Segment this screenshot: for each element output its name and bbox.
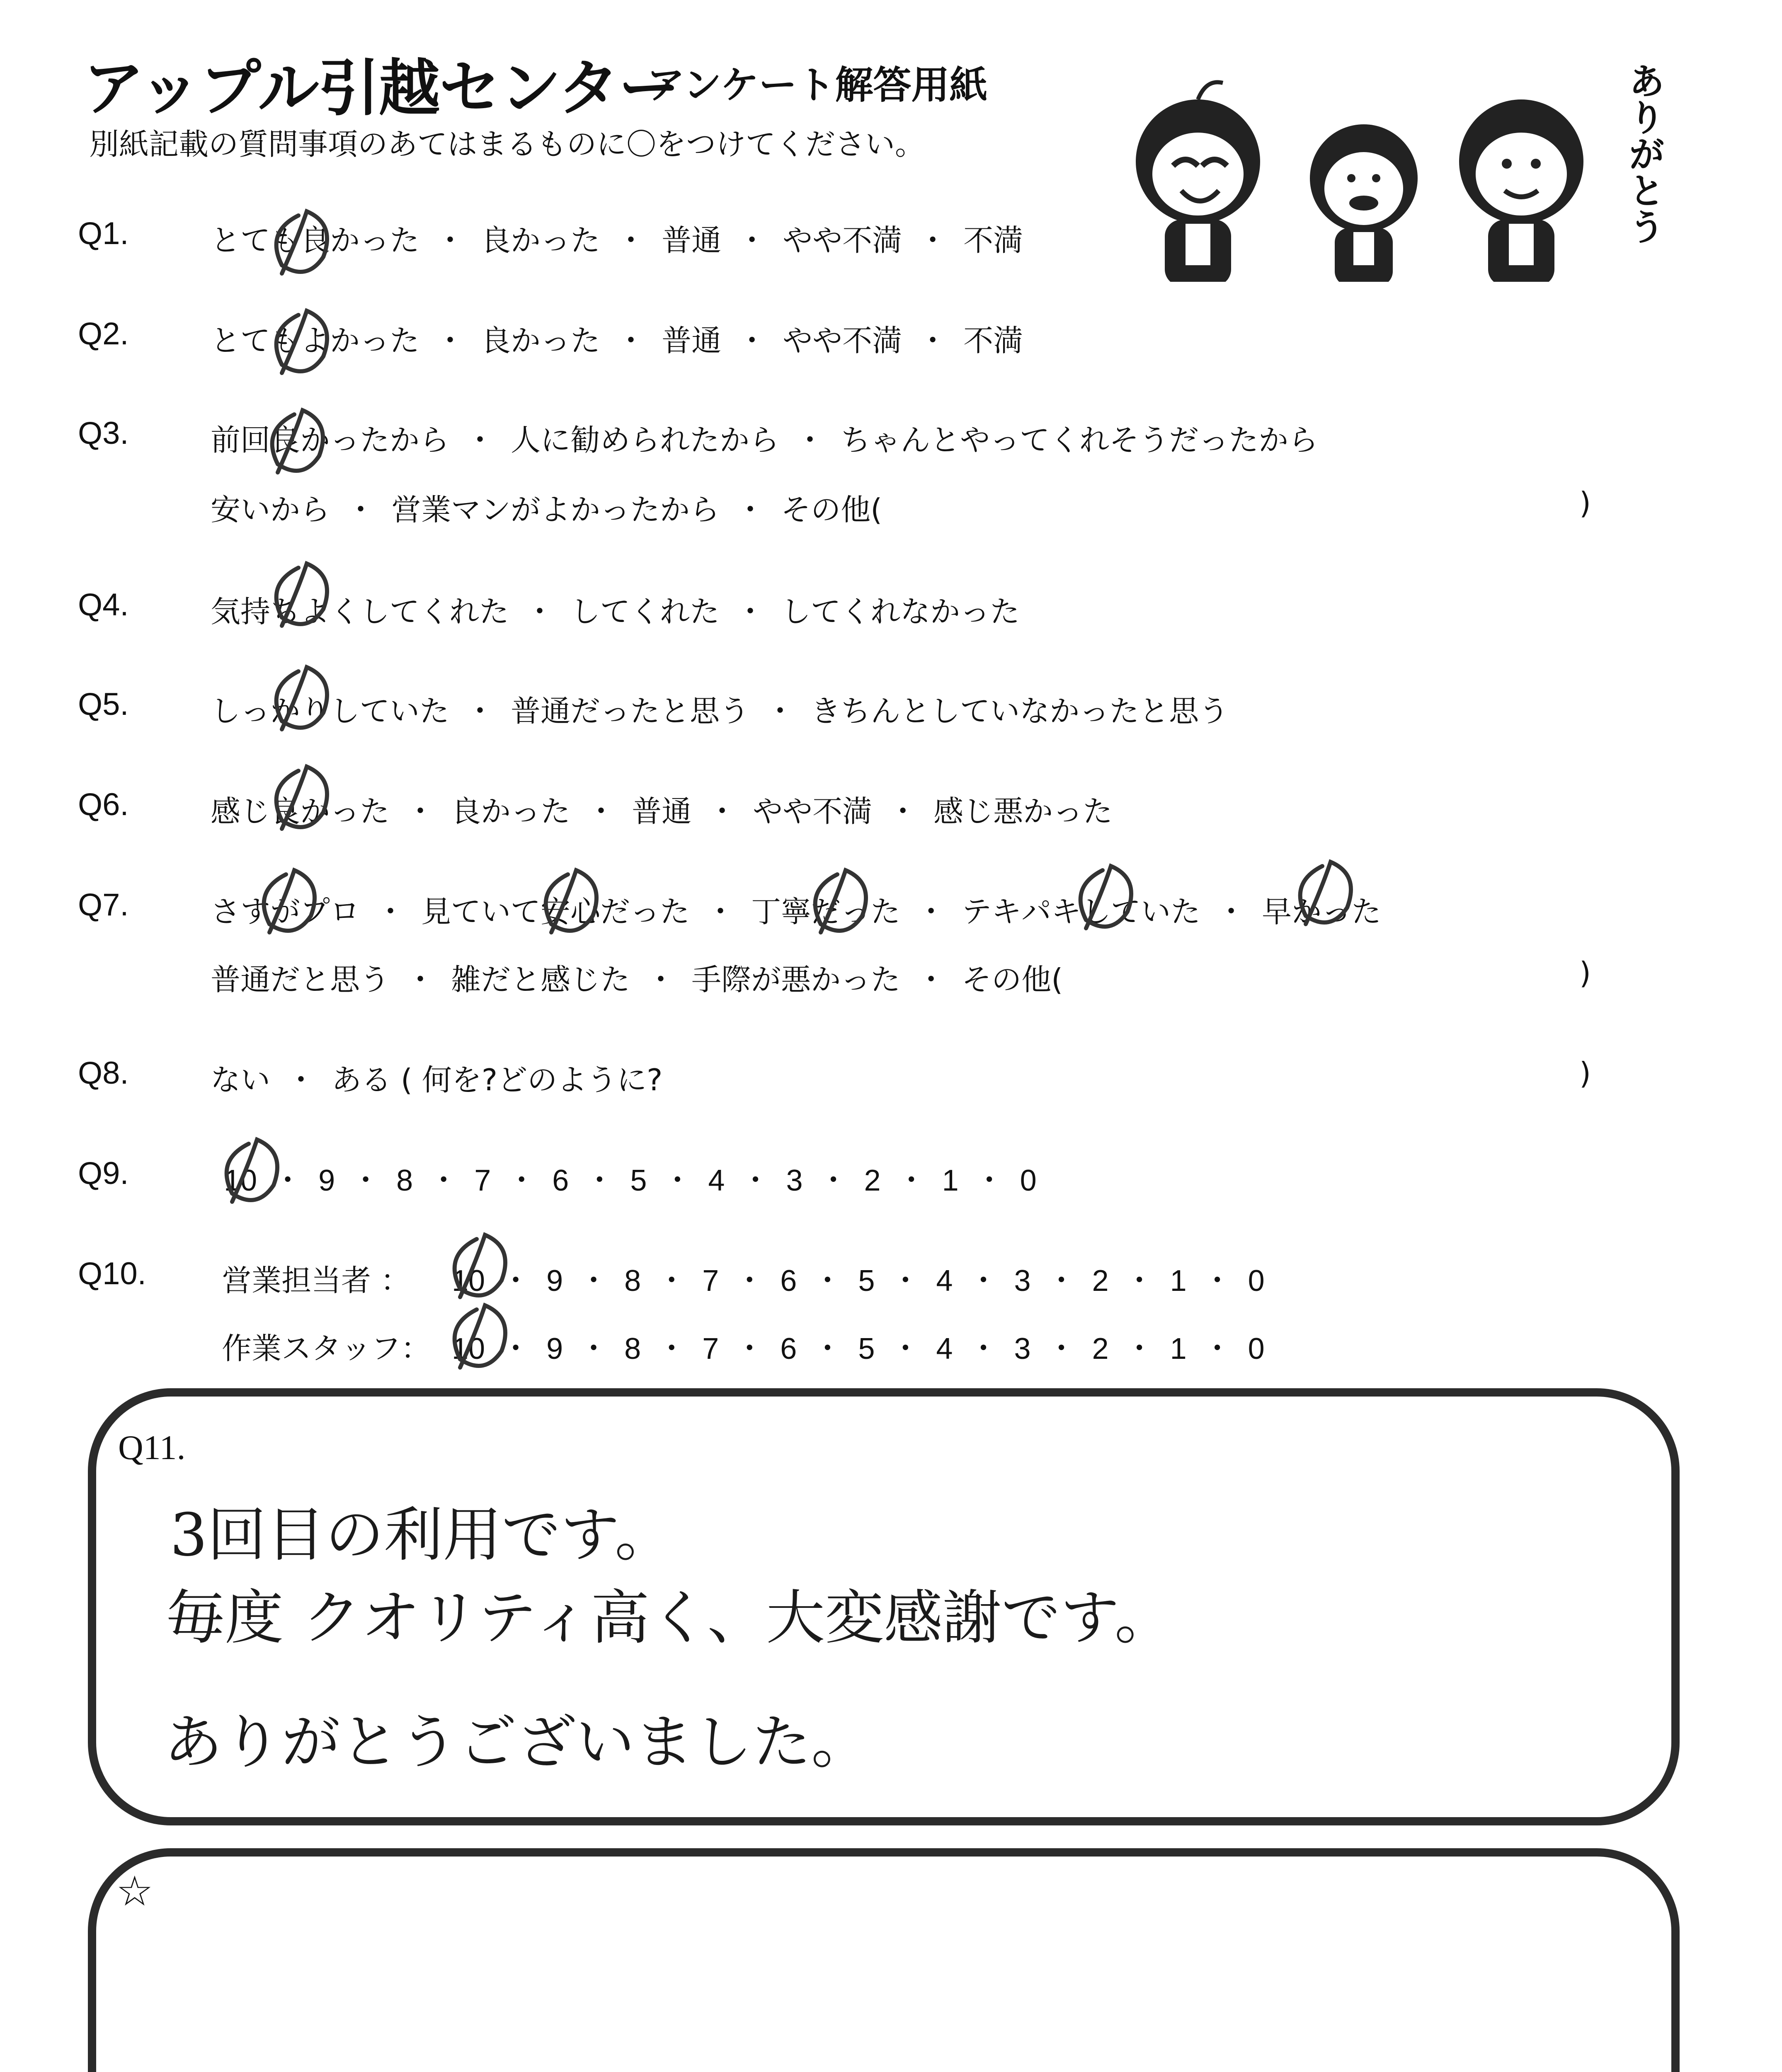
scale-value[interactable]: 10 bbox=[452, 1332, 485, 1365]
option[interactable]: 人に勧められたから bbox=[511, 423, 780, 457]
q11-comment-line: 3回目の利用です。 bbox=[170, 1501, 674, 1569]
option[interactable]: 普通 bbox=[662, 323, 722, 358]
option[interactable]: とてもよかった bbox=[211, 323, 420, 358]
option[interactable]: やや不満 bbox=[783, 223, 902, 258]
scale-value[interactable]: 0 bbox=[1248, 1264, 1265, 1297]
option[interactable]: 不満 bbox=[963, 323, 1023, 358]
circle-mark bbox=[276, 211, 327, 274]
scale-value[interactable]: 6 bbox=[780, 1332, 797, 1365]
scale-value[interactable]: 0 bbox=[1020, 1164, 1037, 1197]
scale-value[interactable]: 10 bbox=[452, 1264, 485, 1297]
option[interactable]: その他( bbox=[781, 492, 883, 527]
scale-value[interactable]: 3 bbox=[1014, 1332, 1031, 1365]
circle-mark bbox=[276, 767, 327, 829]
q3-options-line1: 前回良かったから ・ 人に勧められたから ・ ちゃんとやってくれそうだったから bbox=[211, 423, 1319, 457]
option[interactable]: 普通だと思う bbox=[211, 962, 390, 997]
q11-comment-line: 毎度 クオリティ高く、大変感謝です。 bbox=[166, 1584, 1173, 1652]
circle-mark bbox=[276, 667, 327, 729]
scale-value[interactable]: 7 bbox=[702, 1332, 719, 1365]
option[interactable]: ある ( 何を?どのように? bbox=[332, 1063, 663, 1097]
circle-mark bbox=[815, 870, 866, 932]
option[interactable]: 普通だったと思う bbox=[511, 694, 750, 729]
option[interactable]: やや不満 bbox=[783, 323, 902, 358]
option[interactable]: しっかりしていた bbox=[211, 694, 450, 729]
scale-value[interactable]: 2 bbox=[1092, 1332, 1109, 1365]
scale-value[interactable]: 8 bbox=[624, 1264, 641, 1297]
option[interactable]: 営業マンがよかったから bbox=[391, 492, 720, 527]
q2-options: とてもよかった ・ 良かった ・ 普通 ・ やや不満 ・ 不満 bbox=[211, 323, 1023, 358]
q10-sales-label: 営業担当者 ： bbox=[222, 1263, 410, 1298]
option[interactable]: 丁寧だった bbox=[751, 894, 901, 929]
scale-value[interactable]: 9 bbox=[546, 1264, 563, 1297]
option[interactable]: 手際が悪かった bbox=[691, 962, 901, 997]
option[interactable]: 良かった bbox=[481, 323, 601, 358]
scale-value[interactable]: 3 bbox=[786, 1164, 803, 1197]
circle-mark bbox=[227, 1140, 277, 1202]
q3-closing-paren: ) bbox=[1579, 486, 1591, 520]
option[interactable]: ない bbox=[211, 1063, 271, 1097]
circle-mark bbox=[276, 564, 327, 626]
scale-value[interactable]: 4 bbox=[936, 1264, 953, 1297]
option[interactable]: 前回良かったから bbox=[211, 423, 450, 457]
q10-label: Q10. bbox=[78, 1256, 146, 1291]
scale-value[interactable]: 9 bbox=[546, 1332, 563, 1365]
scale-value[interactable]: 6 bbox=[552, 1164, 569, 1197]
scale-value[interactable]: 1 bbox=[1170, 1264, 1187, 1297]
q5-options: しっかりしていた ・ 普通だったと思う ・ きちんとしていなかったと思う bbox=[211, 694, 1229, 729]
scale-value[interactable]: 9 bbox=[318, 1164, 335, 1197]
option[interactable]: 不満 bbox=[963, 223, 1023, 258]
q3-label: Q3. bbox=[78, 416, 129, 451]
q4-label: Q4. bbox=[78, 587, 129, 622]
option[interactable]: テキパキしていた bbox=[962, 894, 1201, 929]
q7-label: Q7. bbox=[78, 887, 129, 922]
q6-label: Q6. bbox=[78, 787, 129, 822]
q7-closing-paren: ) bbox=[1579, 956, 1591, 990]
scale-value[interactable]: 8 bbox=[624, 1332, 641, 1365]
option[interactable]: してくれなかった bbox=[781, 594, 1020, 629]
option[interactable]: 感じ悪かった bbox=[933, 794, 1113, 829]
circle-mark bbox=[455, 1235, 505, 1297]
option[interactable]: 良かった bbox=[451, 794, 571, 829]
q11-comment-line: ありがとうございました。 bbox=[164, 1708, 870, 1777]
scale-value[interactable]: 6 bbox=[780, 1264, 797, 1297]
scale-value[interactable]: 10 bbox=[224, 1164, 257, 1197]
q6-options: 感じ良かった ・ 良かった ・ 普通 ・ やや不満 ・ 感じ悪かった bbox=[211, 794, 1113, 829]
scale-value[interactable]: 4 bbox=[708, 1164, 725, 1197]
option[interactable]: 見ていて安心だった bbox=[421, 894, 690, 929]
option[interactable]: 普通 bbox=[662, 223, 722, 258]
q3-options-line2: 安いから ・ 営業マンがよかったから ・ その他( bbox=[211, 492, 883, 527]
option[interactable]: 早かった bbox=[1262, 894, 1382, 929]
q11-label: Q11. bbox=[118, 1428, 186, 1467]
form-title: アップル引越センター bbox=[83, 53, 679, 124]
q10-sales-scale: 10 ・ 9 ・ 8 ・ 7 ・ 6 ・ 5 ・ 4 ・ 3 ・ 2 ・ 1 ・ 0 bbox=[452, 1264, 1265, 1297]
scale-value[interactable]: 1 bbox=[1170, 1332, 1187, 1365]
q5-label: Q5. bbox=[78, 687, 129, 722]
star-icon: ☆ bbox=[116, 1867, 153, 1915]
circle-mark bbox=[264, 870, 315, 932]
q2-label: Q2. bbox=[78, 316, 129, 351]
option[interactable]: とても良かった bbox=[211, 223, 420, 258]
q4-options: 気持ちよくしてくれた ・ してくれた ・ してくれなかった bbox=[211, 594, 1020, 629]
circle-mark bbox=[276, 311, 327, 373]
scale-value[interactable]: 3 bbox=[1014, 1264, 1031, 1297]
option[interactable]: その他( bbox=[962, 962, 1063, 997]
option[interactable]: ちゃんとやってくれそうだったから bbox=[841, 423, 1319, 457]
scale-value[interactable]: 7 bbox=[474, 1164, 491, 1197]
circle-mark bbox=[546, 870, 596, 932]
option[interactable]: さすがプロ bbox=[211, 894, 360, 929]
circle-mark bbox=[1300, 862, 1351, 924]
scale-value[interactable]: 4 bbox=[936, 1332, 953, 1365]
q8-label: Q8. bbox=[78, 1055, 129, 1091]
q7-options-line1: さすがプロ ・ 見ていて安心だった ・ 丁寧だった ・ テキパキしていた ・ 早かった bbox=[211, 894, 1382, 929]
circle-mark bbox=[455, 1305, 505, 1368]
q9-label: Q9. bbox=[78, 1156, 129, 1191]
q10-staff-scale: 10 ・ 9 ・ 8 ・ 7 ・ 6 ・ 5 ・ 4 ・ 3 ・ 2 ・ 1 ・ 0 bbox=[452, 1332, 1265, 1365]
q8-options: ない ・ ある ( 何を?どのように? bbox=[211, 1063, 663, 1097]
q8-closing-paren: ) bbox=[1579, 1056, 1591, 1091]
q10-staff-label: 作業スタッフ： bbox=[222, 1331, 431, 1366]
circle-mark bbox=[1081, 866, 1131, 928]
scale-value[interactable]: 5 bbox=[858, 1332, 875, 1365]
option[interactable]: 安いから bbox=[211, 492, 330, 527]
scale-value[interactable]: 1 bbox=[942, 1164, 959, 1197]
scale-value[interactable]: 7 bbox=[702, 1264, 719, 1297]
option[interactable]: 良かった bbox=[481, 223, 601, 258]
q7-options-line2: 普通だと思う ・ 雑だと感じた ・ 手際が悪かった ・ その他( bbox=[211, 962, 1063, 997]
option[interactable]: やや不満 bbox=[753, 794, 873, 829]
option[interactable]: 気持ちよくしてくれた bbox=[211, 594, 509, 629]
option[interactable]: 普通 bbox=[632, 794, 692, 829]
option[interactable]: 雑だと感じた bbox=[451, 962, 630, 997]
scale-value[interactable]: 2 bbox=[1092, 1264, 1109, 1297]
form-subtitle: アンケート解答用紙 bbox=[647, 63, 988, 107]
option[interactable]: きちんとしていなかったと思う bbox=[811, 694, 1229, 729]
circle-mark bbox=[272, 410, 323, 472]
option[interactable]: 感じ良かった bbox=[211, 794, 390, 829]
scale-value[interactable]: 2 bbox=[864, 1164, 881, 1197]
q1-label: Q1. bbox=[78, 216, 129, 251]
scale-value[interactable]: 5 bbox=[858, 1264, 875, 1297]
scale-value[interactable]: 8 bbox=[396, 1164, 413, 1197]
q1-options: とても良かった ・ 良かった ・ 普通 ・ やや不満 ・ 不満 bbox=[211, 223, 1023, 258]
q9-scale: 10 ・ 9 ・ 8 ・ 7 ・ 6 ・ 5 ・ 4 ・ 3 ・ 2 ・ 1 ・ 0 bbox=[224, 1164, 1037, 1197]
mascot-caption: ありがとう bbox=[1623, 62, 1666, 244]
option[interactable]: してくれた bbox=[570, 594, 720, 629]
scale-value[interactable]: 5 bbox=[630, 1164, 647, 1197]
instruction-text: 別紙記載の質問事項のあてはまるものに〇をつけてください。 bbox=[89, 127, 925, 162]
scale-value[interactable]: 0 bbox=[1248, 1332, 1265, 1365]
